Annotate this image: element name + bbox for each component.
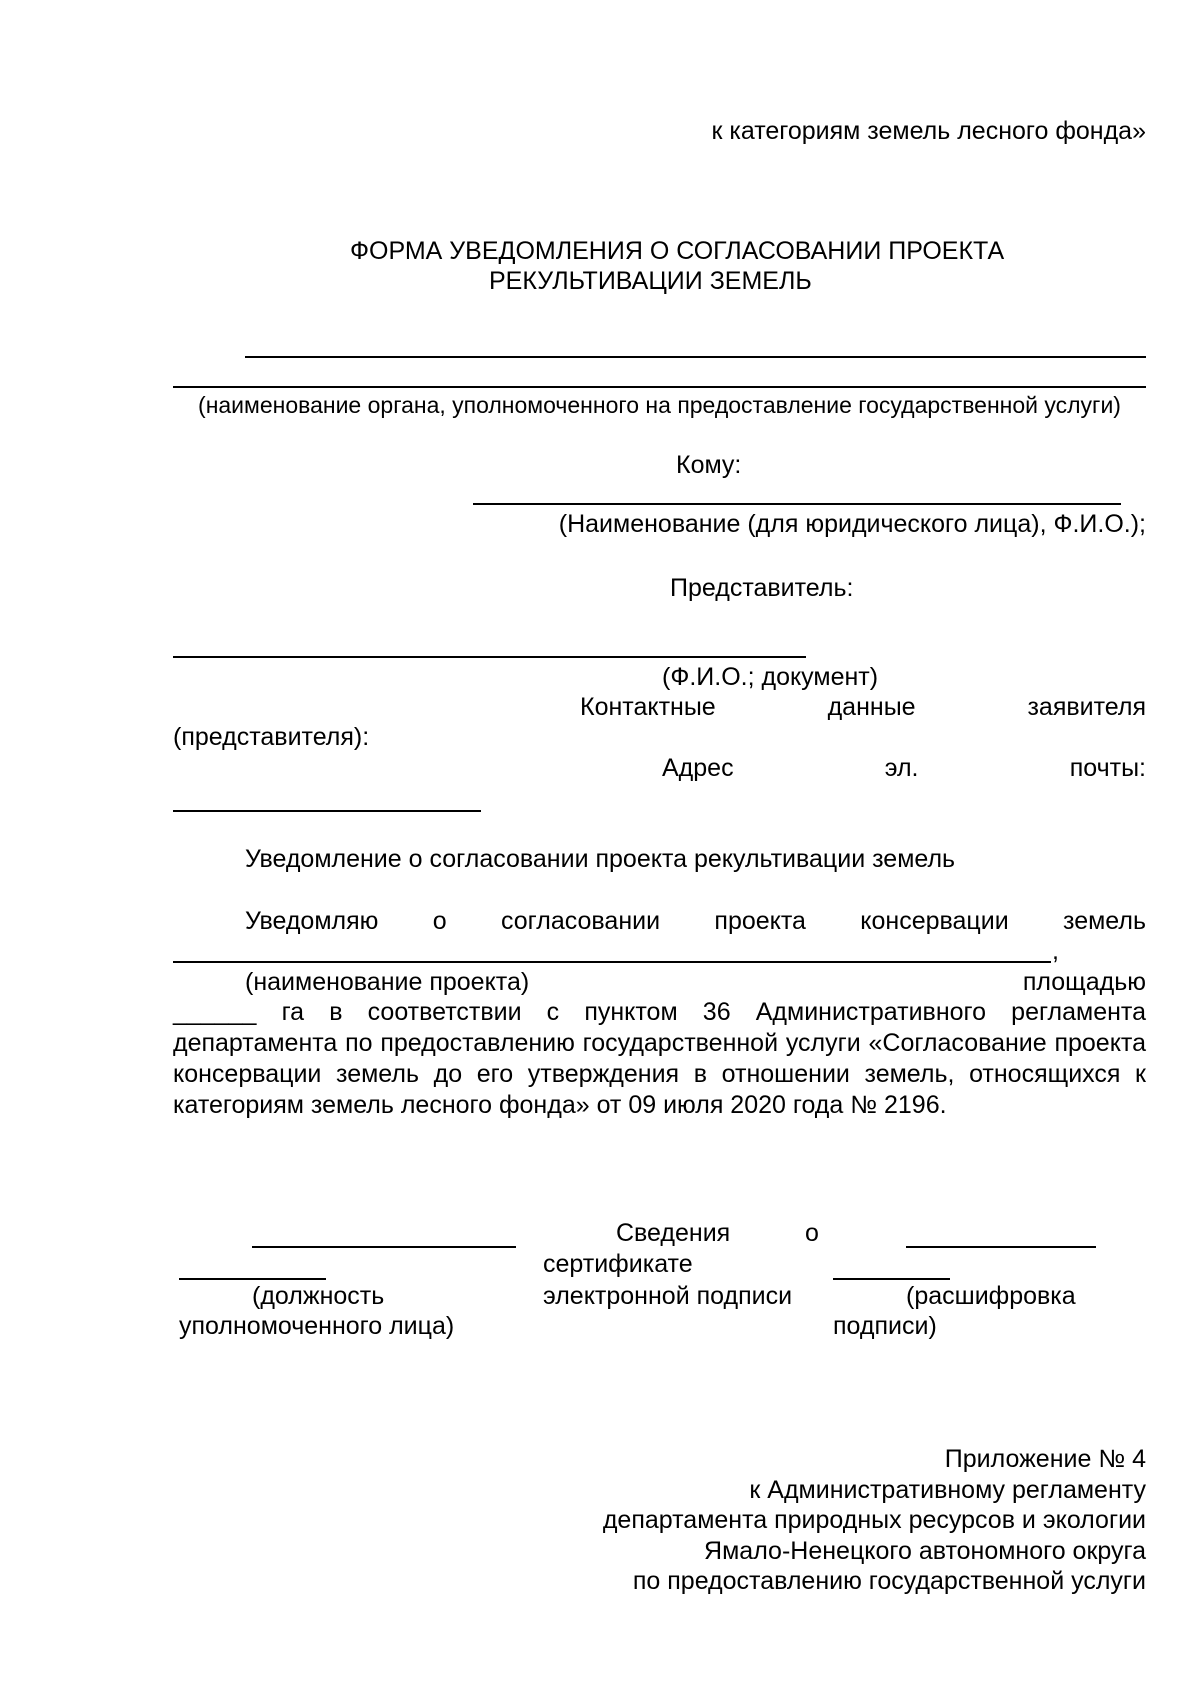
representative-label: Представитель: (670, 574, 854, 602)
body-first-line (245, 906, 1146, 937)
area-blank[interactable]: ______ (173, 998, 257, 1026)
signature-decode-line-1[interactable] (906, 1246, 1096, 1248)
cert-word-2: о (805, 1219, 819, 1247)
form-title-line-1: ФОРМА УВЕДОМЛЕНИЯ О СОГЛАСОВАНИИ ПРОЕКТА (350, 237, 1005, 265)
contacts-word: Контактные (580, 693, 716, 721)
cert-word-1: Сведения (616, 1219, 731, 1247)
appendix-line-2: к Административному регламенту (749, 1476, 1146, 1504)
appendix-line-5: по предоставлению государственной услуги (632, 1567, 1146, 1595)
position-caption-2: уполномоченного лица) (179, 1312, 455, 1340)
cert-line-3: электронной подписи (543, 1282, 793, 1310)
decode-caption-2: подписи) (833, 1312, 937, 1340)
body-word: о (432, 907, 447, 935)
signature-decode-line-2[interactable] (833, 1278, 950, 1280)
cert-line-2: сертификате (543, 1250, 693, 1278)
email-line[interactable] (173, 810, 481, 812)
project-caption: (наименование проекта) (245, 968, 530, 996)
body-word: земель (1063, 907, 1146, 935)
body-word: консервации (860, 907, 1009, 935)
project-name-line[interactable] (173, 961, 1051, 963)
appendix-line-1: Приложение № 4 (944, 1445, 1146, 1473)
contacts-label (580, 692, 1146, 723)
body-word: Уведомляю (245, 907, 379, 935)
body-word: проекта (714, 907, 806, 935)
contacts-continuation: (представителя): (173, 723, 370, 751)
email-word: эл. (884, 754, 919, 782)
body-paragraph (173, 997, 1146, 1121)
decode-caption-1: (расшифровка (906, 1282, 1076, 1310)
email-label (662, 753, 1146, 784)
authority-line-1[interactable] (245, 356, 1146, 358)
contacts-word: заявителя (1027, 693, 1146, 721)
representative-caption: (Ф.И.О.; документ) (662, 663, 879, 691)
body-text: га в соответствии с пунктом 36 Административного регламента департамента по предоставлению государственной услуги «Согласование проекта консервации земель до его утверждения в отношении земель, относящихся к категориям земель лесного фонда» от 09 июля 2020 года № 2196. (173, 998, 1146, 1119)
form-title-line-2: РЕКУЛЬТИВАЦИИ ЗЕМЕЛЬ (489, 267, 812, 295)
authority-line-2[interactable] (173, 386, 1146, 388)
email-word: почты: (1069, 754, 1146, 782)
applicant-line[interactable] (473, 503, 1121, 505)
project-comma: , (1052, 937, 1059, 965)
contacts-word: данные (827, 693, 916, 721)
area-word: площадью (1022, 968, 1146, 996)
signature-position-line-1[interactable] (252, 1246, 516, 1248)
position-caption-1: (должность (252, 1282, 385, 1310)
body-word: согласовании (500, 907, 661, 935)
signature-position-line-2[interactable] (179, 1278, 326, 1280)
to-label: Кому: (676, 451, 742, 479)
applicant-caption: (Наименование (для юридического лица), Ф.И.О.); (558, 510, 1146, 538)
email-word: Адрес (662, 754, 734, 782)
authority-caption: (наименование органа, уполномоченного на предоставление государственной услуги) (198, 392, 1121, 418)
appendix-line-4: Ямало-Ненецкого автономного округа (704, 1537, 1146, 1565)
notice-heading: Уведомление о согласовании проекта рекультивации земель (245, 845, 956, 873)
representative-line[interactable] (173, 656, 806, 658)
appendix-line-3: департамента природных ресурсов и экологии (602, 1506, 1146, 1534)
header-fragment: к категориям земель лесного фонда» (711, 117, 1146, 145)
